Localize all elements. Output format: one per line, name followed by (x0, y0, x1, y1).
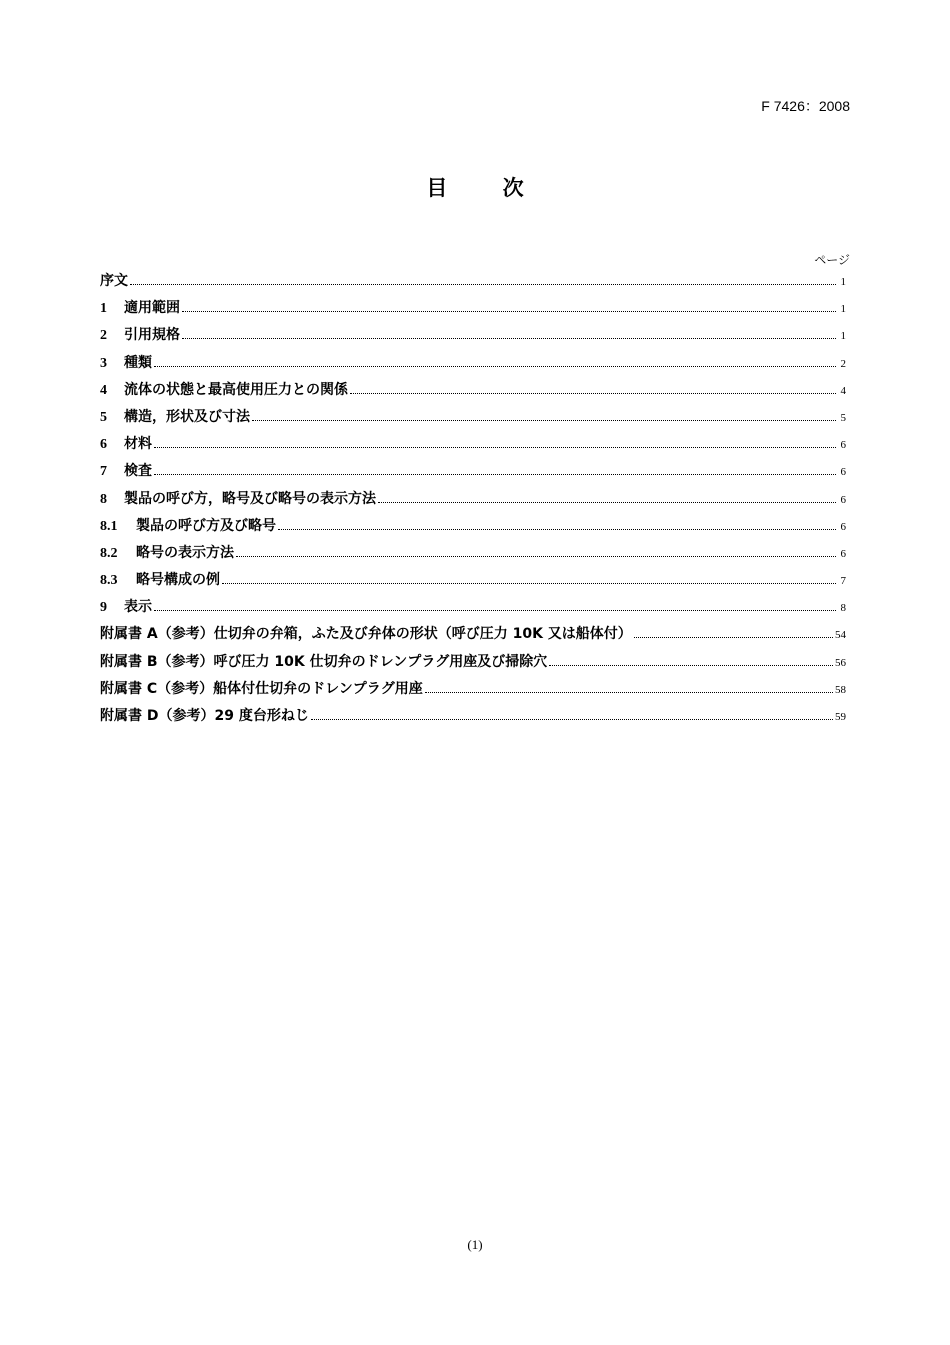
toc-entry-7[interactable] (100, 458, 846, 485)
toc-entry-page: 2 (840, 357, 846, 370)
leader-dots (634, 637, 833, 638)
toc-entry-annex-a[interactable] (100, 621, 846, 648)
leader-dots (154, 610, 836, 611)
toc-entry-page: 6 (840, 547, 846, 560)
toc-entry-text: 構造，形状及び寸法 (124, 408, 250, 425)
toc-entry-number: 4 (100, 382, 107, 398)
leader-dots (182, 338, 836, 339)
toc-entry-number: 8.2 (100, 545, 118, 561)
table-of-contents (100, 268, 846, 730)
toc-entry-page: 8 (840, 602, 846, 615)
toc-entry-text: 附属書 C（参考）船体付仕切弁のドレンプラグ用座 (100, 680, 423, 697)
toc-entry-page: 56 (835, 656, 846, 669)
toc-entry-number: 7 (100, 464, 107, 480)
leader-dots (549, 665, 833, 666)
leader-dots (311, 719, 833, 720)
leader-dots (350, 393, 836, 394)
toc-entry-number: 9 (100, 600, 107, 616)
toc-entry-page: 59 (835, 711, 846, 723)
toc-entry-1[interactable] (100, 295, 846, 322)
toc-entry-8-2[interactable] (100, 540, 846, 567)
toc-entry-annex-c[interactable] (100, 676, 846, 703)
toc-entry-text: 附属書 A（参考）仕切弁の弁箱，ふた及び弁体の形状（呼び圧力 10K 又は船体付） (100, 626, 632, 643)
toc-entry-number: 5 (100, 409, 107, 425)
toc-entry-page: 1 (840, 330, 846, 343)
toc-entry-page: 6 (840, 439, 846, 452)
leader-dots (154, 366, 836, 367)
toc-entry-number: 8.3 (100, 573, 118, 589)
toc-entry-4[interactable] (100, 377, 846, 404)
toc-entry-2[interactable] (100, 322, 846, 349)
toc-entry-number: 6 (100, 437, 107, 453)
leader-dots (425, 692, 833, 693)
toc-entry-text: 表示 (124, 599, 152, 616)
toc-entry-annex-d[interactable] (100, 703, 846, 730)
leader-dots (182, 311, 836, 312)
toc-entry-number: 1 (100, 301, 107, 317)
toc-entry-page: 6 (840, 520, 846, 533)
document-code: F 7426：2008 (761, 98, 850, 114)
toc-entry-3[interactable] (100, 350, 846, 377)
leader-dots (278, 529, 836, 530)
toc-entry-page: 6 (840, 493, 846, 506)
toc-entry-text: 略号の表示方法 (136, 544, 234, 561)
toc-entry-page: 1 (840, 303, 846, 316)
toc-entry-foreword[interactable] (100, 268, 846, 295)
toc-entry-text: 製品の呼び方及び略号 (136, 517, 276, 534)
toc-entry-text: 引用規格 (124, 327, 180, 344)
toc-entry-9[interactable] (100, 594, 846, 621)
toc-entry-annex-b[interactable] (100, 649, 846, 676)
toc-entry-text: 流体の状態と最高使用圧力との関係 (124, 381, 348, 398)
toc-entry-page: 5 (840, 411, 846, 424)
toc-entry-text: 検査 (124, 463, 152, 480)
toc-entry-number: 2 (100, 328, 107, 344)
leader-dots (130, 284, 836, 285)
leader-dots (236, 556, 836, 557)
footer-page-number: (1) (467, 1237, 483, 1252)
toc-entry-number: 8 (100, 491, 107, 507)
toc-entry-page: 7 (840, 575, 846, 588)
toc-entry-8[interactable] (100, 486, 846, 513)
toc-entry-page: 58 (835, 683, 846, 696)
toc-entry-text: 適用範囲 (124, 300, 180, 317)
toc-entry-text: 種類 (124, 354, 152, 371)
toc-entry-number: 3 (100, 355, 107, 371)
toc-entry-text: 材料 (124, 436, 152, 453)
toc-entry-8-1[interactable] (100, 513, 846, 540)
toc-entry-page: 4 (840, 384, 846, 397)
toc-entry-5[interactable] (100, 404, 846, 431)
leader-dots (154, 474, 836, 475)
toc-entry-text: 製品の呼び方，略号及び略号の表示方法 (124, 490, 376, 507)
toc-entry-text: 附属書 D（参考）29 度台形ねじ (100, 708, 309, 724)
toc-entry-page: 1 (840, 276, 846, 288)
toc-entry-page: 6 (840, 466, 846, 479)
leader-dots (378, 502, 836, 503)
toc-entry-number: 8.1 (100, 518, 118, 534)
toc-entry-8-3[interactable] (100, 567, 846, 594)
leader-dots (252, 420, 836, 421)
toc-entry-text: 序文 (100, 273, 128, 289)
page-column-label: ページ (814, 253, 850, 267)
toc-entry-text: 略号構成の例 (136, 572, 220, 589)
toc-entry-page: 54 (835, 629, 846, 642)
toc-entry-text: 附属書 B（参考）呼び圧力 10K 仕切弁のドレンプラグ用座及び掃除穴 (100, 653, 548, 670)
leader-dots (222, 583, 836, 584)
toc-entry-6[interactable] (100, 431, 846, 458)
toc-title: 目 次 (426, 176, 548, 200)
leader-dots (154, 447, 836, 448)
